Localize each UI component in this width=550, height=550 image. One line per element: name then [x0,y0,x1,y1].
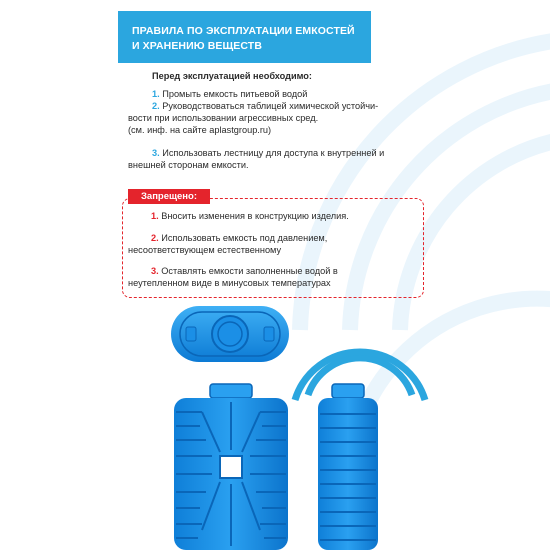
before-item-2-text: Руководствоваться таблицей химической устойчи- [162,101,379,111]
title-line-2: И ХРАНЕНИЮ ВЕЩЕСТВ [132,40,262,52]
before-item-2-line-2: вости при использовании агрессивных сред. [128,113,319,123]
before-item-2-num: 2. [152,101,160,111]
before-item-1-num: 1. [152,89,160,99]
forbidden-item-1-text: Вносить изменения в конструкцию изделия. [161,211,349,221]
before-heading: Перед эксплуатацией необходимо: [152,71,312,81]
forbidden-item-3-num: 3. [151,266,159,276]
before-item-1-text: Промыть емкость питьевой водой [162,89,308,99]
forbidden-label: Запрещено: [128,189,210,204]
tank-front-view-image [172,382,290,550]
forbidden-item-2-line-2: несоответствующем естественному [128,245,282,255]
before-item-3 [152,147,384,159]
tank-side-view-image [316,382,380,550]
forbidden-item-2-text: Использовать емкость под давлением, [161,233,328,243]
forbidden-item-3-line-2: неутепленном виде в минусовых температурах [128,278,331,288]
tank-top-view-image [168,303,292,365]
before-item-3-num: 3. [152,148,160,158]
forbidden-item-3 [151,265,338,277]
before-item-2 [152,100,378,112]
forbidden-item-2 [151,232,327,244]
before-item-2-line-3: (см. инф. на сайте aplastgroup.ru) [128,125,272,135]
forbidden-item-1 [151,210,349,222]
forbidden-item-1-num: 1. [151,211,159,221]
title-line-1: ПРАВИЛА ПО ЭКСПЛУАТАЦИИ ЕМКОСТЕЙ [132,25,355,37]
title-banner [118,11,371,63]
before-item-1 [152,88,307,100]
before-item-3-line-2: внешней сторонам емкости. [128,160,249,170]
forbidden-item-3-text: Оставлять емкости заполненные водой в [161,266,338,276]
forbidden-item-2-num: 2. [151,233,159,243]
before-item-3-text: Использовать лестницу для доступа к внутренней и [162,148,385,158]
